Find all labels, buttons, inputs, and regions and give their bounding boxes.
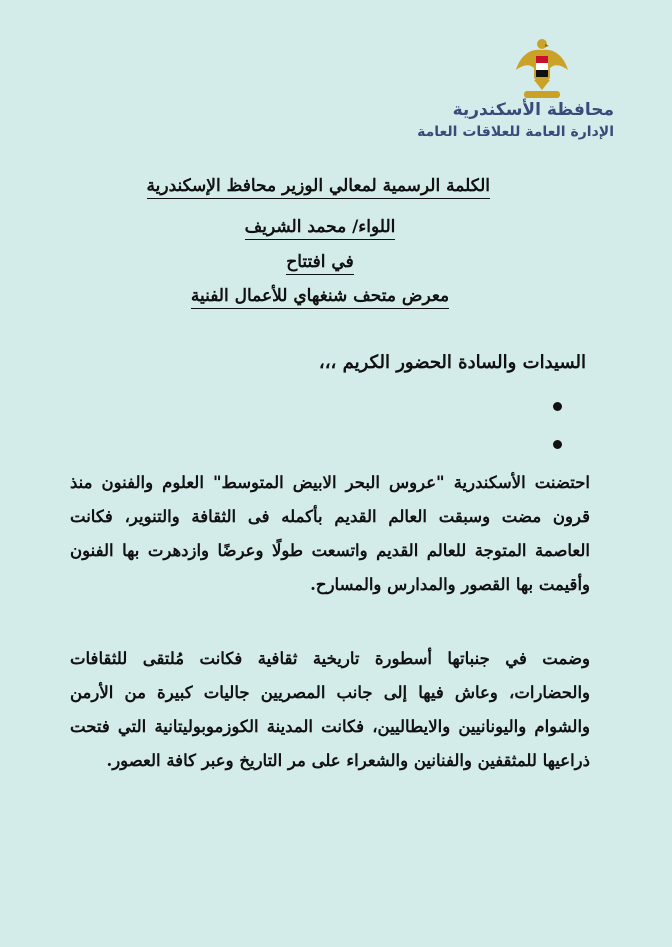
bullet-point xyxy=(553,402,562,411)
org-department: الإدارة العامة للعلاقات العامة xyxy=(417,124,614,140)
org-name: محافظة الأسكندرية xyxy=(452,100,614,120)
bullet-point xyxy=(553,440,562,449)
paragraph-history: احتضنت الأسكندرية "عروس البحر الابيض المتوسط" العلوم والفنون منذ قرون مضت وسبقت العالم القديم بأكمله فى الثقافة والتنوير، فكانت العاصمة المتوجة للعالم القديم واتسعت طولًا وعرضًا وازدهرت بها الفنون وأقيمت بها القصور والمدارس والمسارح. xyxy=(70,473,590,594)
occasion-label: في افتتاح xyxy=(150,252,490,272)
speech-title: الكلمة الرسمية لمعالي الوزير محافظ الإسكندرية xyxy=(150,176,490,196)
speaker-name: اللواء/ محمد الشريف xyxy=(150,217,490,237)
salutation: السيدات والسادة الحضور الكريم ،،، xyxy=(318,352,586,373)
paragraph-culture: وضمت في جنباتها أسطورة تاريخية ثقافية فكانت مُلتقى للثقافات والحضارات، وعاش فيها إلى جانب المصريين جاليات كبيرة من الأرمن والشوام واليونانيين والايطاليين، فكانت المدينة الكوزموبوليتانية التي فتحت ذراعيها للمثقفين والفنانين والشعراء على مر التاريخ وعبر كافة العصور. xyxy=(70,649,590,770)
event-name: معرض متحف شنغهاي للأعمال الفنية xyxy=(150,286,490,306)
egypt-eagle-emblem-icon xyxy=(512,34,572,102)
